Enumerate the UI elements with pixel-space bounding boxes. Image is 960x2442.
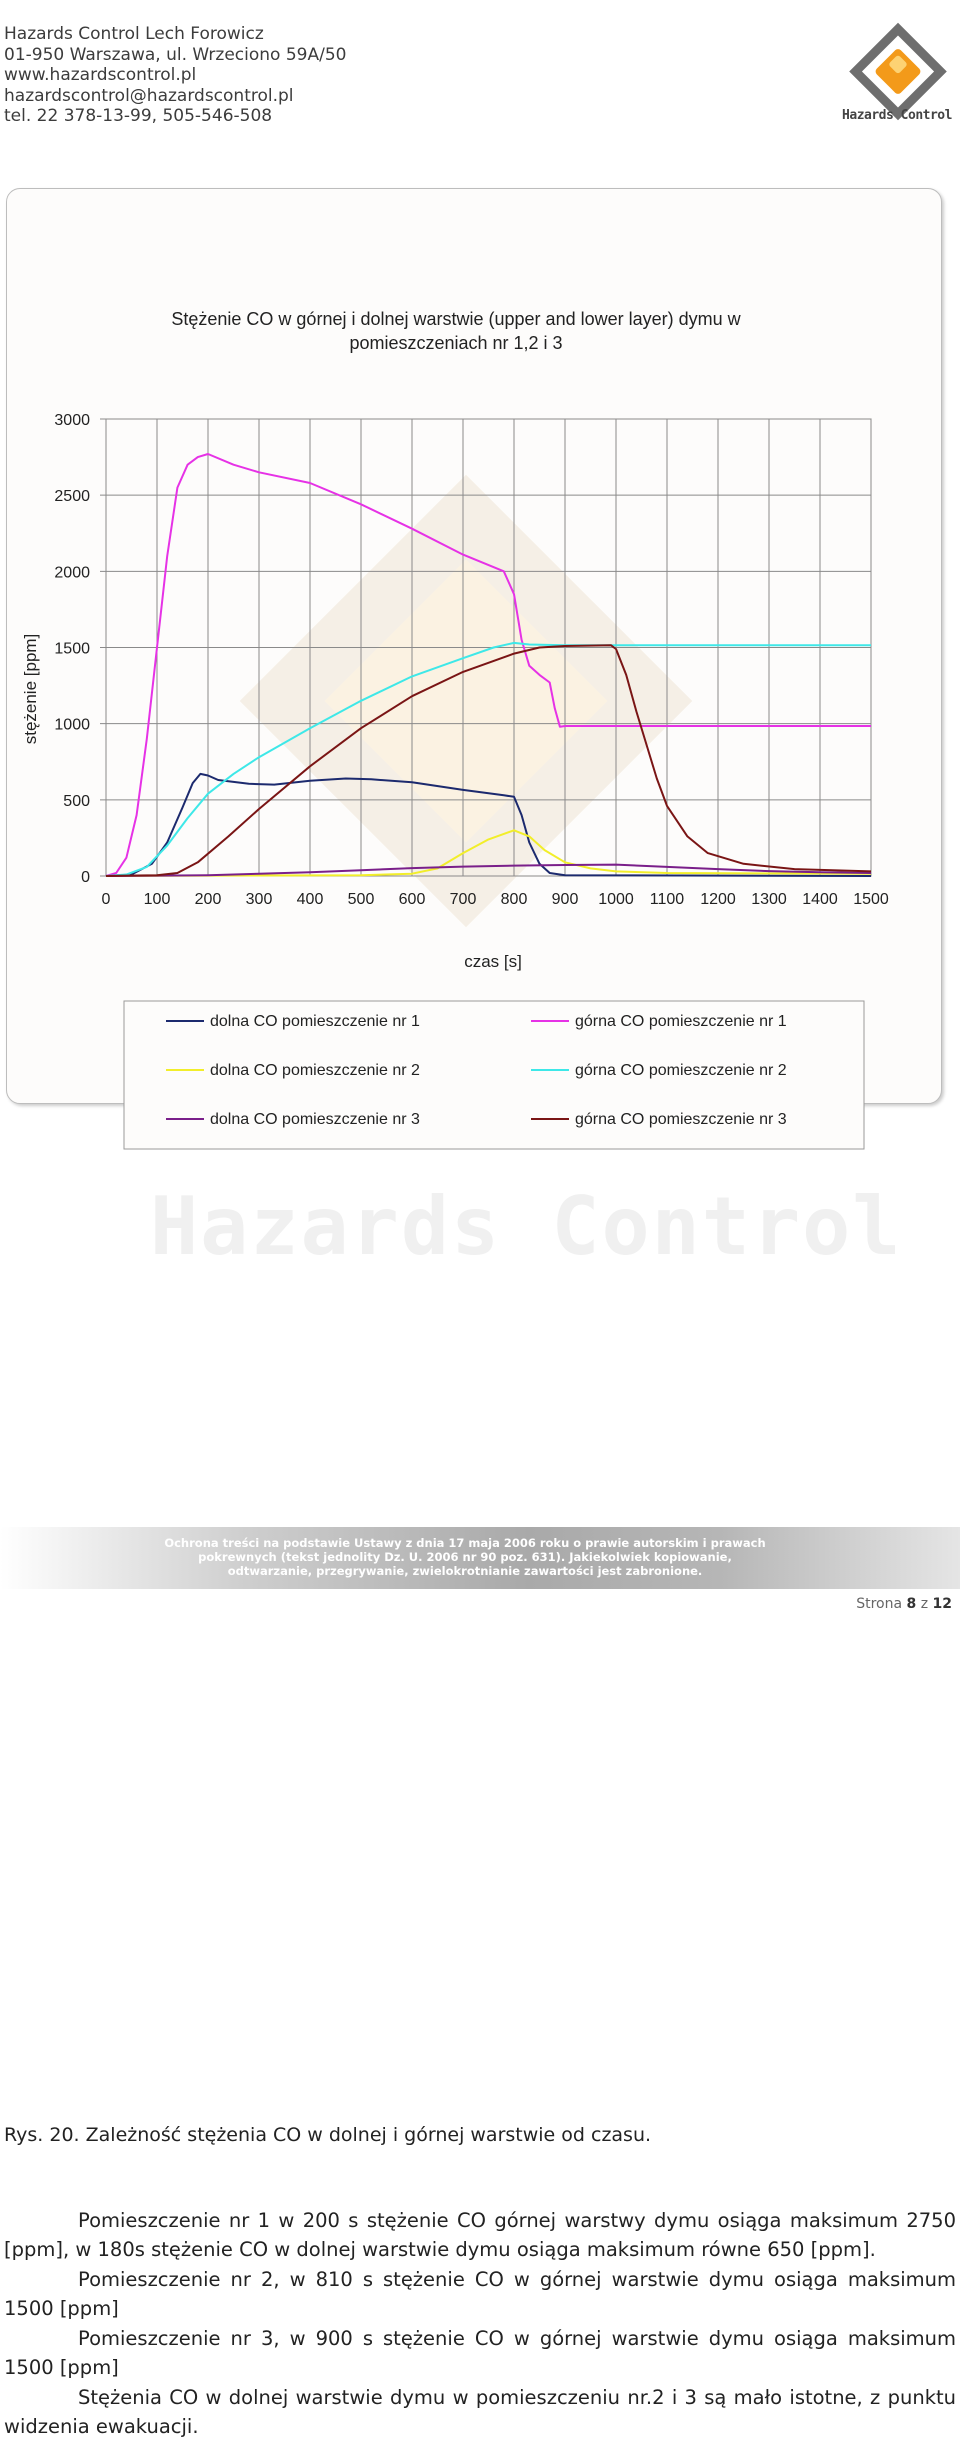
legend-label: dolna CO pomieszczenie nr 1 [210, 1012, 420, 1030]
body-text [4, 2206, 956, 2442]
x-tick-label: 1100 [649, 890, 685, 908]
logo-text: Hazards Control [842, 108, 952, 123]
company-address: 01-950 Warszawa, ul. Wrzeciono 59A/50 [4, 44, 347, 65]
company-email[interactable]: hazardscontrol@hazardscontrol.pl [4, 85, 294, 106]
chart-title-line1: Stężenie CO w górnej i dolnej warstwie (upper and lower layer) dymu w [171, 308, 741, 329]
y-tick-label: 1500 [54, 640, 90, 657]
x-tick-label: 0 [101, 890, 111, 908]
page-total: 12 [932, 1596, 952, 1612]
company-name: Hazards Control Lech Forowicz [4, 24, 264, 44]
chart-title-line2: pomieszczeniach nr 1,2 i 3 [349, 332, 563, 353]
paragraph: Stężenia CO w dolnej warstwie dymu w pomieszczeniu nr.2 i 3 są mało istotne, z punktu widzenia ewakuacji. [4, 2385, 956, 2438]
figure-caption: Rys. 20. Zależność stężenia CO w dolnej i górnej warstwie od czasu. [4, 2123, 652, 2146]
y-tick-label: 2000 [54, 563, 90, 581]
copyright-line: odtwarzanie, przegrywanie, zwielokrotnianie zawartości jest zabronione. [227, 1564, 703, 1578]
y-tick-label: 0 [81, 868, 90, 886]
legend-label: dolna CO pomieszczenie nr 3 [210, 1110, 420, 1128]
y-tick-label: 3000 [54, 411, 90, 429]
x-tick-label: 1400 [802, 890, 838, 908]
watermark-text: Hazards Control [150, 1180, 903, 1273]
legend-label: dolna CO pomieszczenie nr 2 [210, 1061, 420, 1079]
x-axis-label: czas [s] [464, 951, 522, 971]
copyright-line: pokrewnych (tekst jednolity Dz. U. 2006 nr 90 poz. 631). Jakiekolwiek kopiowanie, [198, 1550, 732, 1564]
x-tick-label: 900 [551, 890, 579, 908]
x-tick-label: 1200 [700, 890, 736, 908]
x-tick-label: 1500 [853, 890, 889, 908]
page-sep: z [920, 1596, 929, 1612]
x-tick-label: 800 [500, 890, 528, 908]
co-concentration-chart [6, 291, 940, 1205]
copyright-notice [160, 1536, 770, 1578]
x-tick-label: 100 [143, 890, 171, 908]
x-tick-label: 1000 [598, 890, 634, 908]
page-current: 8 [906, 1596, 917, 1612]
company-website[interactable]: www.hazardscontrol.pl [4, 65, 197, 85]
legend [124, 1001, 864, 1149]
company-header [4, 24, 960, 127]
paragraph: Pomieszczenie nr 3, w 900 s stężenie CO w górnej warstwie dymu osiąga maksimum 1500 [ppm] [4, 2326, 956, 2379]
paragraph: Pomieszczenie nr 1 w 200 s stężenie CO górnej warstwy dymu osiąga maksimum 2750 [ppm], w 180s stężenie CO w dolnej warstwie dymu osiąga maksimum równe 650 [ppm]. [4, 2208, 956, 2261]
y-tick-label: 500 [63, 792, 90, 810]
y-tick-labels [54, 412, 90, 886]
y-tick-label: 1000 [54, 716, 90, 734]
x-tick-label: 200 [194, 890, 222, 908]
y-axis-label: stężenie [ppm] [21, 633, 40, 744]
legend-label: górna CO pomieszczenie nr 1 [575, 1012, 787, 1030]
copyright-line: Ochrona treści na podstawie Ustawy z dnia 17 maja 2006 roku o prawie autorskim i prawach [164, 1536, 766, 1550]
watermark-diamond [240, 474, 693, 927]
x-tick-label: 600 [398, 890, 426, 908]
x-tick-label: 400 [296, 890, 324, 908]
y-tick-label: 2500 [54, 487, 90, 505]
paragraph: Pomieszczenie nr 2, w 810 s stężenie CO w górnej warstwie dymu osiąga maksimum 1500 [ppm] [4, 2267, 956, 2320]
x-tick-label: 700 [449, 890, 477, 908]
legend-label: górna CO pomieszczenie nr 3 [575, 1110, 787, 1128]
legend-label: górna CO pomieszczenie nr 2 [575, 1061, 787, 1079]
page-number [856, 1596, 952, 1612]
x-tick-label: 500 [347, 890, 375, 908]
x-tick-label: 300 [245, 890, 273, 908]
company-phone: tel. 22 378-13-99, 505-546-508 [4, 106, 273, 126]
x-tick-label: 1300 [751, 890, 787, 908]
page-label: Strona [856, 1596, 903, 1612]
